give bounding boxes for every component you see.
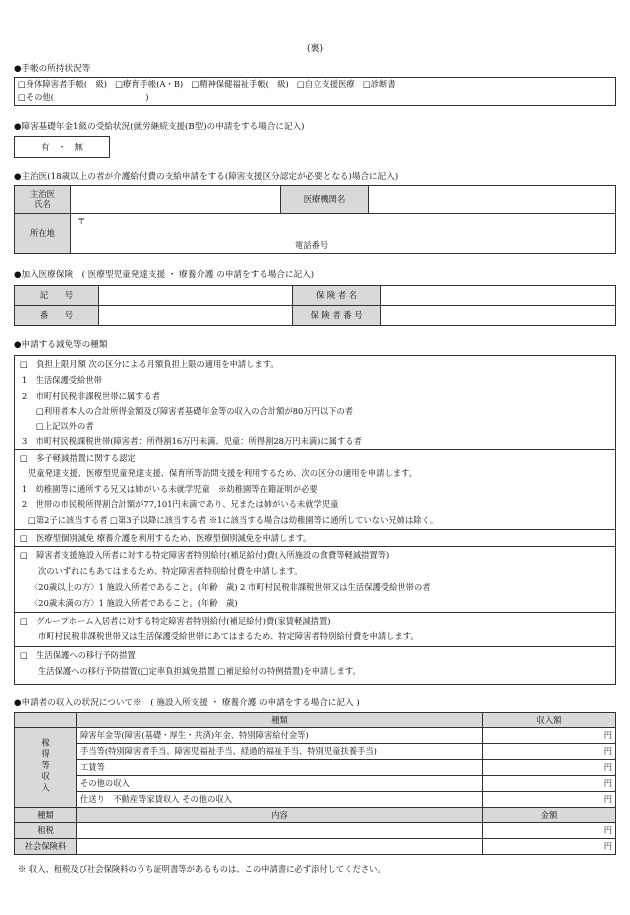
yen-unit: 円 bbox=[603, 794, 612, 805]
income-row: その他の収入 bbox=[77, 776, 483, 792]
deduction-col-amount: 金額 bbox=[483, 808, 616, 823]
pension-box[interactable] bbox=[14, 136, 110, 158]
section-reduction-title: ●申請する減免等の種類 bbox=[14, 340, 108, 350]
multi-child-checkbox[interactable]: □ 多子軽減措置に関する認定 bbox=[20, 453, 136, 463]
income-amount-field[interactable] bbox=[483, 728, 616, 744]
doctor-name-label: 主治医 氏名 bbox=[15, 186, 71, 214]
insurance-table bbox=[14, 285, 616, 326]
grouphome-benefit-checkbox[interactable]: □ グループホーム入居者に対する特定障害者特別給付(補足給付)費(家賃軽減措置) bbox=[20, 616, 331, 626]
divider-3 bbox=[14, 546, 616, 547]
burden-option-1: 1 生活保護受給世帯 bbox=[22, 375, 102, 385]
insurer-name-label: 保 険 者 名 bbox=[293, 286, 381, 306]
income-amount-field[interactable] bbox=[483, 744, 616, 760]
insurer-name-field[interactable] bbox=[381, 286, 616, 306]
multi-child-option-2: 2 世帯の市民税所得割合計額が77,101円未満であり、兄または姉がいる未就学児童 bbox=[22, 499, 339, 509]
pension-value: 有 ・ 無 bbox=[41, 142, 83, 152]
burden-sub-option-b[interactable]: □上記以外の者 bbox=[36, 421, 94, 431]
burden-option-3: 3 市町村民税課税世帯(障害者：所得割16万円未満、児童：所得割28万円未満)に属する者 bbox=[22, 436, 362, 446]
deduction-col-content: 内容 bbox=[77, 808, 483, 823]
address-label: 所在地 bbox=[15, 214, 71, 254]
section-insurance-title: ●加入医療保険 ( 医療型児童発達支援 ・ 療養介護 の申請をする場合に記入) bbox=[14, 270, 315, 280]
phone-label: 電話番号 bbox=[295, 240, 329, 250]
income-row: 工賃等 bbox=[77, 760, 483, 776]
yen-unit: 円 bbox=[603, 825, 612, 836]
income-amount-field[interactable] bbox=[483, 776, 616, 792]
facility-benefit-checkbox[interactable]: □ 障害者支援施設入所者に対する特定障害者特別給付(補足給付)費(入所施設の食費等軽減措置等) bbox=[20, 550, 390, 560]
income-note: ※ 収入、租税及び社会保険料のうち証明書等があるものは、この申請書に必ず添付してください。 bbox=[18, 864, 386, 874]
insurer-number-field[interactable] bbox=[381, 306, 616, 326]
earned-income-label bbox=[15, 728, 77, 808]
income-amount-field[interactable] bbox=[483, 760, 616, 776]
number-label: 番 号 bbox=[15, 306, 99, 326]
insurer-number-label: 保 険 者 番 号 bbox=[293, 306, 381, 326]
number-field[interactable] bbox=[99, 306, 293, 326]
income-row: 仕送り 不動産等家賃収入 その他の収入 bbox=[77, 792, 483, 808]
handbook-options[interactable]: □身体障害者手帳( 級) □療育手帳(A・B) □精神保健福祉手帳( 級) □自立支援医療 □診断書 bbox=[18, 79, 396, 89]
earned-income-text: 稼得等収入 bbox=[40, 738, 51, 795]
multi-child-option-1: 1 幼稚園等に通所する兄又は姉がいる未就学児童 ※幼稚園等在籍証明が必要 bbox=[22, 484, 318, 494]
section-handbook-title: ●手帳の所持状況等 bbox=[14, 64, 91, 74]
tax-content-field[interactable] bbox=[77, 823, 483, 839]
income-table bbox=[14, 712, 616, 855]
multi-child-desc: 児童発達支援、医療型児童発達支援、保育所等訪問支援を利用するため、次の区分の適用を申請します。 bbox=[28, 468, 417, 478]
grouphome-benefit-desc: 市町村民税非課税世帯又は生活保護受給世帯にあてはまるため、特定障害者特別給付費を申請します。 bbox=[38, 631, 419, 641]
doctor-table bbox=[14, 185, 616, 254]
section-pension-title: ●障害基礎年金1級の受給状況(就労継続支援(B型)の申請をする場合に記入) bbox=[14, 122, 305, 132]
yen-unit: 円 bbox=[603, 762, 612, 773]
social-content-field[interactable] bbox=[77, 839, 483, 855]
income-col-amount: 収入額 bbox=[483, 713, 616, 728]
burden-limit-checkbox[interactable]: □ 負担上限月額 次の区分による月額負担上限の適用を申請します。 bbox=[20, 359, 279, 369]
address-field[interactable] bbox=[71, 214, 616, 254]
divider-4 bbox=[14, 612, 616, 613]
postal-mark: 〒 bbox=[77, 216, 86, 226]
section-income-title: ●申請者の収入の状況について※ ( 施設入所支援 ・ 療養介護 の申請をする場合に記入 ) bbox=[14, 698, 360, 708]
facility-under20: 〈20歳未満の方〉1 施設入所者であること。(年齢 歳) bbox=[30, 598, 238, 608]
divider-1 bbox=[14, 449, 616, 450]
symbol-field[interactable] bbox=[99, 286, 293, 306]
tax-amount-field[interactable] bbox=[483, 823, 616, 839]
social-insurance-label: 社会保険料 bbox=[15, 839, 77, 855]
income-amount-field[interactable] bbox=[483, 792, 616, 808]
institution-label: 医療機関名 bbox=[281, 186, 369, 214]
page-label: (裏) bbox=[306, 44, 324, 54]
income-row: 手当等(特別障害者手当、障害児福祉手当、経過的福祉手当、特別児童扶養手当) bbox=[77, 744, 483, 760]
handbook-other[interactable]: □その他( ) bbox=[18, 92, 149, 102]
divider-5 bbox=[14, 646, 616, 647]
facility-benefit-desc: 次のいずれにもあてはまるため、特定障害者特別給付費を申請します。 bbox=[38, 566, 303, 576]
institution-field[interactable] bbox=[369, 186, 616, 214]
yen-unit: 円 bbox=[603, 841, 612, 852]
deduction-col-type: 種類 bbox=[15, 808, 77, 823]
burden-sub-option-a[interactable]: □利用者本人の合計所得金額及び障害者基礎年金等の収入の合計額が80万円以下の者 bbox=[36, 406, 354, 416]
income-row: 障害年金等(障害(基礎・厚生・共済)年金、特別障害給付金等) bbox=[77, 728, 483, 744]
social-amount-field[interactable] bbox=[483, 839, 616, 855]
yen-unit: 円 bbox=[603, 778, 612, 789]
symbol-label: 記 号 bbox=[15, 286, 99, 306]
burden-option-2: 2 市町村民税非課税世帯に属する者 bbox=[22, 391, 161, 401]
multi-child-sub-options[interactable]: □第2子に該当する者 □第3子以降に該当する者 ※1に該当する場合は幼稚園等に通所していない兄姉は除く。 bbox=[28, 515, 438, 525]
section-doctor-title: ●主治医(18歳以上の者が介護給付費の支給申請をする(障害支援区分認定が必要となる)場合に記入) bbox=[14, 172, 399, 182]
medical-reduction-checkbox[interactable]: □ 医療型個別減免 療養介護を利用するため、医療型個別減免を申請します。 bbox=[20, 533, 312, 543]
facility-over20: 〈20歳以上の方〉1 施設入所者であること。(年齢 歳) 2 市町村民税非課税世帯又は生活保護受給世帯の者 bbox=[30, 582, 431, 592]
tax-label: 租税 bbox=[15, 823, 77, 839]
yen-unit: 円 bbox=[603, 730, 612, 741]
welfare-prevention-checkbox[interactable]: □ 生活保護への移行予防措置 bbox=[20, 650, 136, 660]
welfare-prevention-desc[interactable]: 生活保護への移行予防措置(□定率負担減免措置 □補足給付の特例措置)を申請します。 bbox=[38, 666, 361, 676]
income-header-blank bbox=[15, 713, 77, 728]
income-col-type: 種類 bbox=[77, 713, 483, 728]
yen-unit: 円 bbox=[603, 746, 612, 757]
doctor-name-field[interactable] bbox=[71, 186, 281, 214]
divider-2 bbox=[14, 529, 616, 530]
